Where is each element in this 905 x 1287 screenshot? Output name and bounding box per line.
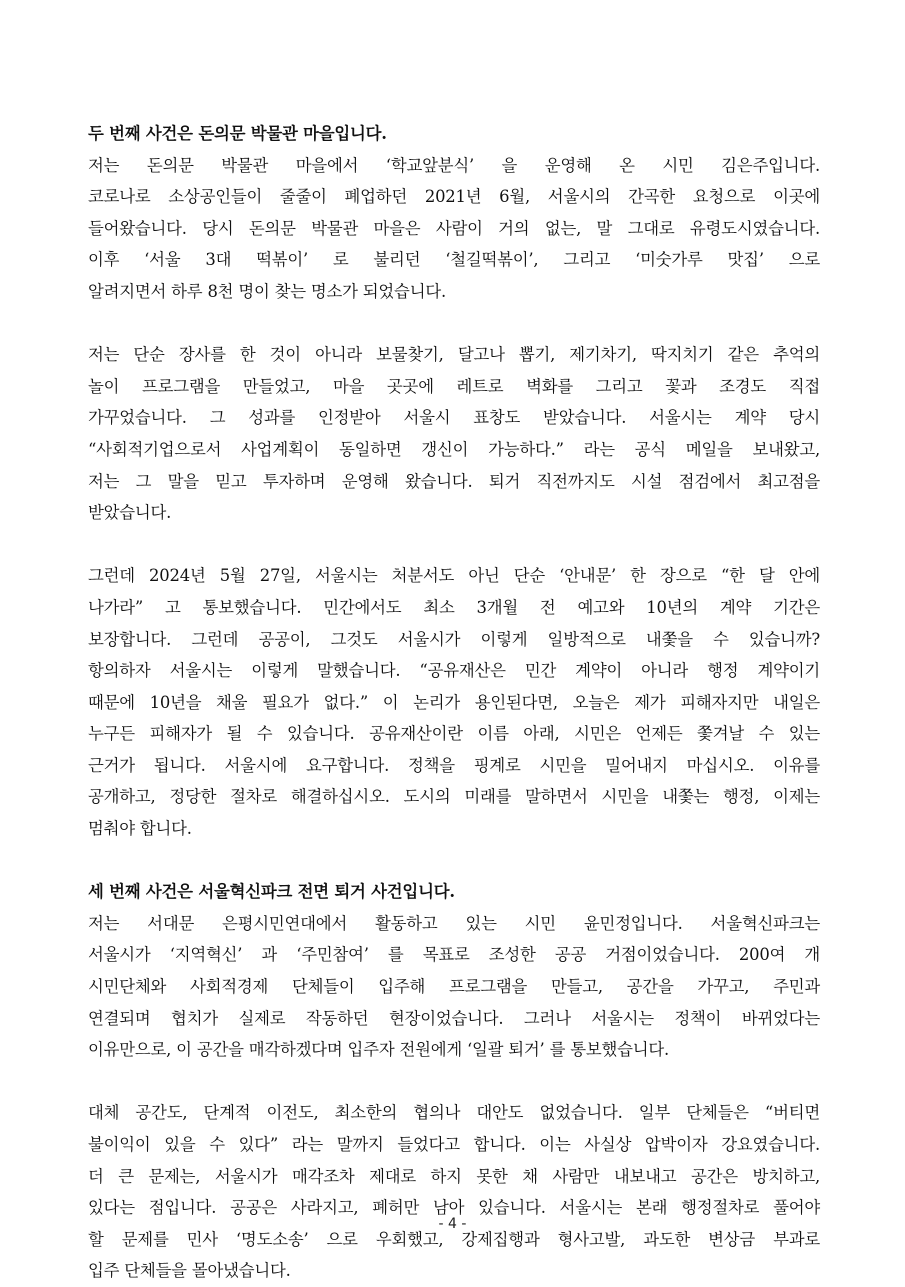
text-line: 입주 단체들을 몰아냈습니다. [88, 1261, 291, 1281]
paragraph [88, 1097, 820, 1287]
text-line: 서울시가 ‘지역혁신’ 과 ‘주민참여’ 를 목표로 조성한 공공 거점이었습니다. 200여 개 [88, 945, 820, 965]
text-line: 더 큰 문제는, 서울시가 매각조차 제대로 하지 못한 채 사람만 내보내고 공간은 방치하고, [88, 1166, 820, 1186]
text-line: 불이익이 있을 수 있다” 라는 말까지 들었다고 합니다. 이는 사실상 압박이자 강요였습니다. [88, 1135, 820, 1154]
document-page [88, 118, 820, 1287]
text-line: 그런데 2024년 5월 27일, 서울시는 처분서도 아닌 단순 ‘안내문’ 한 장으로 “한 달 안에 [88, 566, 820, 586]
paragraph [88, 560, 820, 844]
text-line: 항의하자 서울시는 이렇게 말했습니다. “공유재산은 민간 계약이 아니라 행정 계약이기 [88, 661, 820, 681]
text-line: “사회적기업으로서 사업계획이 동일하면 갱신이 가능하다.” 라는 공식 메일을 보내왔고, [88, 439, 820, 459]
page-number: - 4 - [438, 1216, 467, 1232]
text-line: 나가라” 고 통보했습니다. 민간에서도 최소 3개월 전 예고와 10년의 계약 기간은 [88, 597, 820, 617]
text-line: 저는 그 말을 믿고 투자하며 운영해 왔습니다. 퇴거 직전까지도 시설 점검에서 최고점을 [88, 471, 820, 491]
text-line: 할 문제를 민사 ‘명도소송’ 으로 우회했고, 강제집행과 형사고발, 과도한 변상금 부과로 [88, 1229, 820, 1249]
text-line: 저는 단순 장사를 한 것이 아니라 보물찾기, 달고나 뽑기, 제기차기, 딱지치기 같은 추억의 [88, 345, 820, 365]
paragraph-gap [88, 529, 820, 561]
text-line: 알려지면서 하루 8천 명이 찾는 명소가 되었습니다. [88, 281, 446, 301]
section-gap [88, 845, 820, 877]
section-doneuimun [88, 118, 820, 845]
text-line: 저는 서대문 은평시민연대에서 활동하고 있는 시민 윤민정입니다. 서울혁신파크는 [88, 913, 820, 933]
text-line: 이후 ‘서울 3대 떡볶이’ 로 불리던 ‘철길떡볶이’, 그리고 ‘미숫가루 맛집’ 으로 [88, 250, 820, 270]
section-heading: 두 번째 사건은 돈의문 박물관 마을입니다. [88, 124, 387, 143]
text-line: 누구든 피해자가 될 수 있습니다. 공유재산이란 이름 아래, 시민은 언제든 쫓겨날 수 있는 [88, 724, 820, 744]
paragraph-gap [88, 308, 820, 340]
section-heading: 세 번째 사건은 서울혁신파크 전면 퇴거 사건입니다. [88, 882, 455, 902]
text-line: 연결되며 협치가 실제로 작동하던 현장이었습니다. 그러나 서울시는 정책이 바뀌었다는 [88, 1008, 820, 1028]
text-line: 놀이 프로그램을 만들었고, 마을 곳곳에 레트로 벽화를 그리고 꽃과 조경도 직접 [88, 376, 820, 396]
text-line: 가꾸었습니다. 그 성과를 인정받아 서울시 표창도 받았습니다. 서울시는 계약 당시 [88, 408, 820, 428]
paragraph [88, 150, 820, 308]
text-line: 대체 공간도, 단계적 이전도, 최소한의 협의나 대안도 없었습니다. 일부 단체들은 “버티면 [88, 1103, 820, 1123]
text-line: 받았습니다. [88, 503, 172, 523]
text-line: 멈춰야 합니다. [88, 819, 192, 839]
text-line: 들어왔습니다. 당시 돈의문 박물관 마을은 사람이 거의 없는, 말 그대로 유령도시였습니다. [88, 218, 820, 238]
text-line: 때문에 10년을 채울 필요가 없다.” 이 논리가 용인된다면, 오늘은 제가 피해자지만 내일은 [88, 692, 820, 712]
text-line: 시민단체와 사회적경제 단체들이 입주해 프로그램을 만들고, 공간을 가꾸고, 주민과 [88, 977, 820, 997]
text-line: 보장합니다. 그런데 공공이, 그것도 서울시가 이렇게 일방적으로 내쫓을 수 있습니까? [88, 629, 820, 649]
paragraph-gap [88, 1066, 820, 1098]
paragraph [88, 339, 820, 529]
text-line: 근거가 됩니다. 서울시에 요구합니다. 정책을 핑계로 시민을 밀어내지 마십시오. 이유를 [88, 755, 820, 775]
paragraph [88, 908, 820, 1066]
text-line: 공개하고, 정당한 절차로 해결하십시오. 도시의 미래를 말하면서 시민을 내쫓는 행정, 이제는 [88, 787, 820, 807]
text-line: 코로나로 소상공인들이 줄줄이 폐업하던 2021년 6월, 서울시의 간곡한 요청으로 이곳에 [88, 187, 820, 207]
text-line: 저는 돈의문 박물관 마을에서 ‘학교앞분식’ 을 운영해 온 시민 김은주입니다. [88, 155, 820, 175]
text-line: 이유만으로, 이 공간을 매각하겠다며 입주자 전원에게 ‘일괄 퇴거’ 를 통보했습니다. [88, 1040, 670, 1060]
text-line: 있다는 점입니다. 공공은 사라지고, 폐허만 남아 있습니다. 서울시는 본래 행정절차로 풀어야 [88, 1198, 820, 1218]
